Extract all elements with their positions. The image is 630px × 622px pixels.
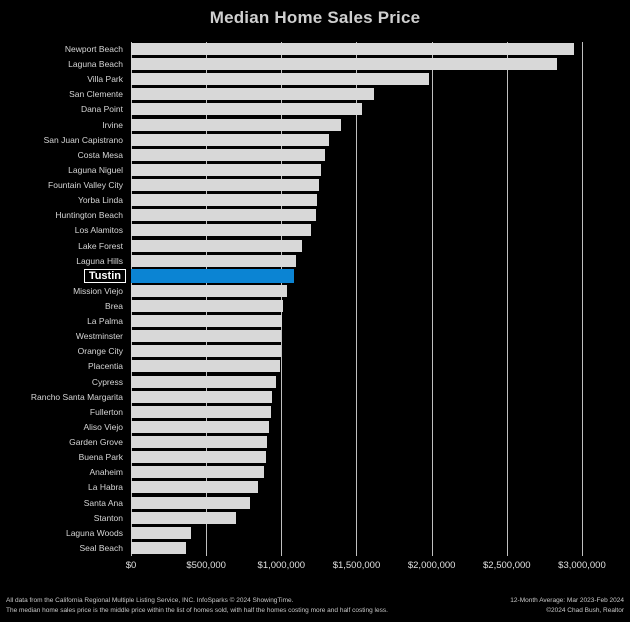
y-tick-label: Villa Park bbox=[87, 74, 123, 85]
bar-row bbox=[131, 254, 597, 269]
x-tick-label: $2,500,000 bbox=[483, 560, 531, 571]
bar bbox=[131, 255, 296, 267]
bar-row bbox=[131, 420, 597, 435]
bar bbox=[131, 330, 281, 342]
bar-row bbox=[131, 118, 597, 133]
bar-row bbox=[131, 102, 597, 117]
y-tick-label: Irvine bbox=[102, 119, 123, 130]
y-tick-label: Westminster bbox=[75, 331, 123, 342]
x-tick-label: $1,000,000 bbox=[257, 560, 306, 571]
bar bbox=[131, 421, 269, 433]
bar-row bbox=[131, 496, 597, 511]
bar bbox=[131, 360, 280, 372]
y-tick-label: Placentia bbox=[88, 361, 123, 372]
bar-row bbox=[131, 72, 597, 87]
bar bbox=[131, 451, 266, 463]
y-tick-label: Laguna Niguel bbox=[68, 164, 123, 175]
y-tick-label: Costa Mesa bbox=[77, 149, 123, 160]
bar-row bbox=[131, 299, 597, 314]
plot-area bbox=[131, 42, 597, 556]
bar-row bbox=[131, 405, 597, 420]
bar-row bbox=[131, 314, 597, 329]
y-tick-label: Orange City bbox=[77, 346, 123, 357]
bar bbox=[131, 315, 282, 327]
x-tick-label: $1,500,000 bbox=[332, 560, 381, 571]
y-tick-label: Newport Beach bbox=[64, 44, 123, 54]
bar-row bbox=[131, 269, 597, 284]
bar-row bbox=[131, 480, 597, 495]
bar-row bbox=[131, 148, 597, 163]
bar bbox=[131, 436, 267, 448]
bar bbox=[131, 527, 191, 539]
y-tick-label: Los Alamitos bbox=[74, 225, 123, 236]
y-tick-label: Fullerton bbox=[89, 406, 123, 417]
y-tick-label: Seal Beach bbox=[79, 542, 123, 553]
bar-row bbox=[131, 465, 597, 480]
bar bbox=[131, 269, 294, 283]
footer-period-text: 12-Month Average: Mar 2023-Feb 2024 bbox=[510, 597, 624, 604]
y-tick-label: Buena Park bbox=[78, 452, 123, 463]
x-tick-label: $3,000,000 bbox=[558, 560, 606, 571]
bar bbox=[131, 194, 317, 206]
y-tick-label: Anaheim bbox=[89, 467, 123, 478]
chart-title: Median Home Sales Price bbox=[209, 8, 421, 27]
bar-row bbox=[131, 239, 597, 254]
y-tick-label: La Habra bbox=[88, 482, 123, 493]
bar bbox=[131, 466, 264, 478]
bar-row bbox=[131, 390, 597, 405]
bar bbox=[131, 43, 574, 55]
y-tick-label: Brea bbox=[105, 301, 123, 311]
bar-row bbox=[131, 511, 597, 526]
y-tick-label: Garden Grove bbox=[69, 437, 123, 448]
x-tick-label: $500,000 bbox=[186, 560, 226, 571]
y-tick-label: Santa Ana bbox=[83, 497, 123, 508]
bar-series bbox=[131, 42, 597, 556]
bar-row bbox=[131, 526, 597, 541]
bar-row bbox=[131, 223, 597, 238]
bar bbox=[131, 376, 276, 388]
y-tick-label: Huntington Beach bbox=[55, 210, 123, 221]
bar-row bbox=[131, 193, 597, 208]
bar bbox=[131, 285, 287, 297]
bar-row bbox=[131, 450, 597, 465]
bar-row bbox=[131, 178, 597, 193]
y-tick-label: Laguna Woods bbox=[65, 527, 123, 538]
bar-row bbox=[131, 375, 597, 390]
y-tick-label: Laguna Hills bbox=[76, 255, 123, 266]
bar bbox=[131, 103, 362, 115]
bar bbox=[131, 179, 319, 191]
bar bbox=[131, 345, 281, 357]
bar bbox=[131, 209, 316, 221]
bar bbox=[131, 119, 341, 131]
y-tick-label: Mission Viejo bbox=[73, 285, 123, 296]
x-axis-tick-labels bbox=[125, 556, 606, 576]
bar-row bbox=[131, 57, 597, 72]
bar bbox=[131, 224, 311, 236]
bar-row bbox=[131, 344, 597, 359]
y-tick-label: Stanton bbox=[93, 512, 123, 523]
bar bbox=[131, 149, 325, 161]
bar bbox=[131, 164, 321, 176]
x-tick-label: $2,000,000 bbox=[407, 560, 456, 571]
bar bbox=[131, 134, 329, 146]
bar bbox=[131, 406, 271, 418]
bar-row bbox=[131, 87, 597, 102]
y-tick-label: Laguna Beach bbox=[68, 59, 123, 70]
bar-row bbox=[131, 329, 597, 344]
bar bbox=[131, 497, 250, 509]
bar-row bbox=[131, 541, 597, 556]
bar-row bbox=[131, 435, 597, 450]
y-tick-label: San Juan Capistrano bbox=[43, 134, 123, 145]
bar-row bbox=[131, 359, 597, 374]
y-tick-label: Rancho Santa Margarita bbox=[30, 391, 123, 402]
footer-source-text: All data from the California Regional Multiple Listing Service, INC. InfoSparks © 2024 ShowingTime. bbox=[6, 597, 294, 604]
y-axis-category-labels bbox=[0, 42, 127, 556]
y-tick-label: Dana Point bbox=[80, 104, 123, 115]
bar bbox=[131, 73, 429, 85]
footer-copyright-text: ©2024 Chad Bush, Realtor bbox=[546, 607, 624, 614]
bar bbox=[131, 300, 283, 312]
x-tick-label: $0 bbox=[125, 560, 137, 571]
bar bbox=[131, 512, 236, 524]
footer-definition-text: The median home sales price is the middle price within the list of homes sold, with half the homes costing more and half costing less. bbox=[6, 607, 388, 614]
bar bbox=[131, 58, 557, 70]
y-tick-label: Yorba Linda bbox=[77, 195, 123, 206]
bar bbox=[131, 481, 258, 493]
y-tick-label: Lake Forest bbox=[78, 240, 123, 251]
y-tick-label: Fountain Valley City bbox=[48, 180, 123, 191]
y-tick-label: Cypress bbox=[91, 376, 123, 387]
footer bbox=[6, 596, 624, 616]
bar bbox=[131, 542, 186, 554]
y-tick-label: San Clemente bbox=[69, 89, 123, 100]
bar bbox=[131, 88, 374, 100]
y-tick-label: Aliso Viejo bbox=[83, 421, 123, 432]
y-tick-label: Tustin bbox=[84, 269, 126, 283]
bar-row bbox=[131, 133, 597, 148]
bar-row bbox=[131, 284, 597, 299]
bar bbox=[131, 391, 272, 403]
y-tick-label: La Palma bbox=[87, 316, 123, 327]
bar bbox=[131, 240, 302, 252]
bar-row bbox=[131, 163, 597, 178]
bar-row bbox=[131, 42, 597, 57]
bar-row bbox=[131, 208, 597, 223]
